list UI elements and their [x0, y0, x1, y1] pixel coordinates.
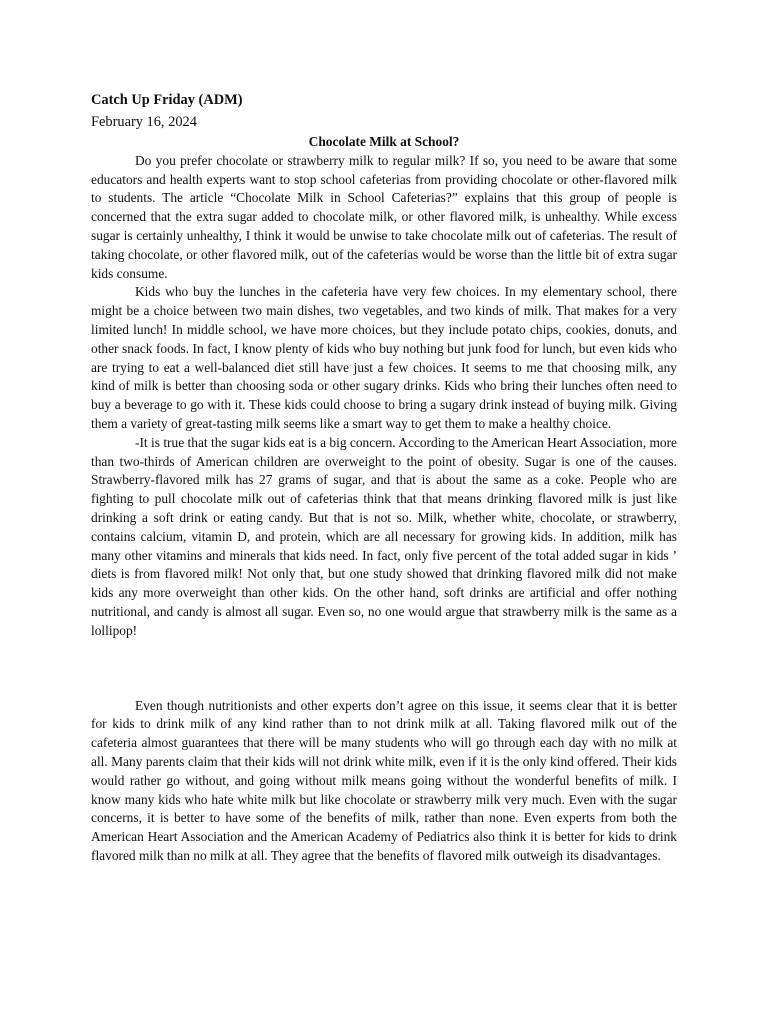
paragraph-4: Even though nutritionists and other experts don’t agree on this issue, it seems clear that it is better for kids to drink milk of any kind rather than to not drink milk at all. Taking flavored milk out of the cafeteria almost guarantees that there will be many students who will go through each day with no milk at all. Many parents claim that their kids will not drink white milk, even if it is the only kind offered. Their kids would rather go without, and going without milk means going without the wonderful benefits of milk. I know many kids who hate white milk but like chocolate or strawberry milk very much. Even with the sugar concerns, it is better to have some of the benefits of milk, rather than none. Even experts from both the American Heart Association and the American Academy of Pediatrics also think it is better for kids to drink flavored milk than no milk at all. They agree that the benefits of flavored milk outweigh its disadvantages. — [91, 697, 677, 863]
document-date: February 16, 2024 — [91, 114, 197, 130]
essay-title: Chocolate Milk at School? — [308, 134, 460, 149]
course-heading: Catch Up Friday (ADM) — [91, 92, 243, 108]
paragraph-1: Do you prefer chocolate or strawberry milk to regular milk? If so, you need to be aware that some educators and health experts want to stop school cafeterias from providing chocolate or other-flavored milk to students. The article “Chocolate Milk in School Cafeterias?” explains that this group of people is concerned that the extra sugar added to chocolate milk, or other flavored milk, is unhealthy. While excess sugar is certainly unhealthy, I think it would be unwise to take chocolate milk out of cafeterias. The result of taking chocolate, or other flavored milk, out of the cafeterias would be worse than the little bit of extra sugar kids consume. — [91, 152, 677, 281]
paragraph-2: Kids who buy the lunches in the cafeteria have very few choices. In my elementary school, there might be a choice between two main dishes, two vegetables, and two kinds of milk. That makes for a very limited lunch! In middle school, we have more choices, but they include potato chips, cookies, donuts, and other snack foods. In fact, I know plenty of kids who buy nothing but junk food for lunch, but even kids who are trying to eat a well-balanced diet still have just a few choices. It seems to me that choosing milk, any kind of milk is better than choosing soda or other sugary drinks. Kids who bring their lunches often need to buy a beverage to go with it. These kids could choose to bring a sugary drink instead of buying milk. Giving them a variety of great-tasting milk seems like a smart way to get them to make a healthy choice. — [91, 284, 677, 431]
document-page — [91, 91, 677, 866]
paragraph-3: -It is true that the sugar kids eat is a big concern. According to the American Heart Association, more than two-thirds of American children are overweight to the point of obesity. Sugar is one of the causes. Strawberry-flavored milk has 27 grams of sugar, and that is about the same as a coke. People who are fighting to pull chocolate milk out of cafeterias think that that means drinking flavored milk is just like drinking a soft drink or eating candy. But that is not so. Milk, whether white, chocolate, or strawberry, contains calcium, vitamin D, and protein, which are all necessary for growing kids. In addition, milk has many other vitamins and minerals that kids need. In fact, only five percent of the total added sugar in kids ’ diets is from flavored milk! Not only that, but one study showed that drinking flavored milk did not make kids any more overweight than other kids. On the other hand, soft drinks are artificial and offer nothing nutritional, and candy is almost all sugar. Even so, no one would argue that strawberry milk is the same as a lollipop! — [91, 434, 677, 638]
section-gap — [91, 641, 677, 697]
